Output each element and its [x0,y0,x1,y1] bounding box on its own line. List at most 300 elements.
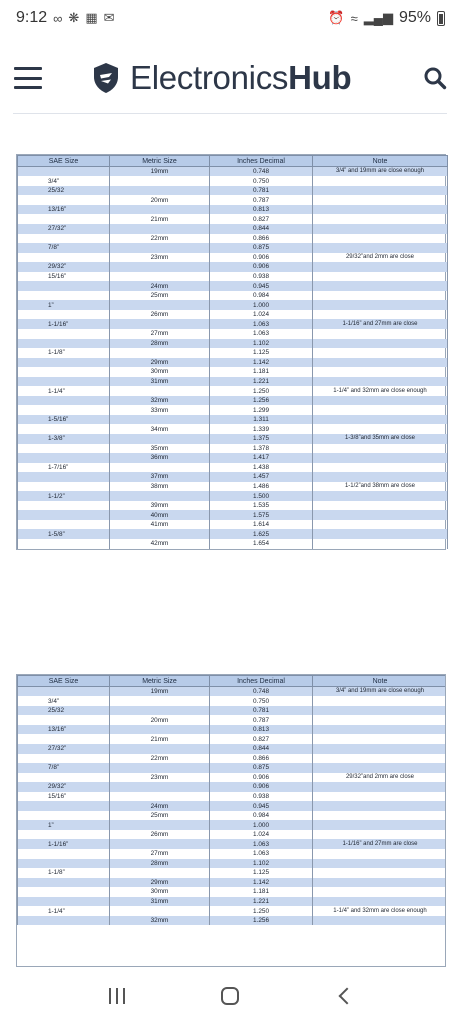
table-row [18,725,447,735]
sae-size-cell: 13/16” [18,205,110,215]
note-cell: 1-3/8”and 35mm are close [313,434,448,444]
logo-text-light: Electronics [130,59,289,96]
table-row [18,281,448,291]
sae-size-cell [18,734,110,744]
table-row [18,897,447,907]
sae-size-cell: 3/4” [18,696,110,706]
table-row [18,744,447,754]
note-cell [313,234,448,244]
note-cell [313,415,448,425]
note-cell [313,329,448,339]
metric-size-cell [110,744,210,754]
note-cell [313,763,447,773]
metric-size-cell [110,529,210,539]
metric-size-cell [110,706,210,716]
inches-decimal-cell: 0.813 [210,205,313,215]
metric-size-cell: 39mm [110,501,210,511]
table-row [18,859,447,869]
sae-size-cell: 29/32” [18,262,110,272]
note-cell [313,205,448,215]
metric-size-cell: 25mm [110,291,210,301]
table-row [18,472,448,482]
note-cell [313,725,447,735]
hamburger-menu-icon[interactable] [14,67,42,89]
inches-decimal-cell: 0.844 [210,224,313,234]
inches-decimal-cell: 1.102 [210,859,313,869]
note-cell [313,300,448,310]
metric-size-cell: 19mm [110,687,210,697]
table-row [18,501,448,511]
note-cell [313,272,448,282]
metric-size-cell [110,186,210,196]
sae-size-cell: 1-1/8” [18,348,110,358]
metric-size-cell: 22mm [110,754,210,764]
windows-icon: ▦ [85,10,98,25]
table-row [18,687,447,697]
table-row [18,754,447,764]
shield-logo-icon [92,62,120,94]
table-row [18,253,448,263]
wrench-size-chart-1 [16,154,446,550]
metric-size-cell: 24mm [110,281,210,291]
note-cell [313,405,448,415]
inches-decimal-cell: 1.417 [210,453,313,463]
column-header: Metric Size [110,156,210,167]
metric-size-cell [110,300,210,310]
sae-size-cell [18,849,110,859]
inches-decimal-cell: 0.875 [210,763,313,773]
table-row [18,906,447,916]
metric-size-cell: 41mm [110,520,210,530]
table-row [18,415,448,425]
metric-size-cell: 28mm [110,859,210,869]
note-cell [313,195,448,205]
note-cell [313,520,448,530]
note-cell [313,224,448,234]
metric-size-cell: 29mm [110,358,210,368]
inches-decimal-cell: 1.000 [210,300,313,310]
note-cell [313,801,447,811]
inches-decimal-cell: 0.748 [210,687,313,697]
sae-size-cell [18,405,110,415]
column-header: Metric Size [110,676,210,687]
sae-size-cell: 1-7/16” [18,463,110,473]
sae-size-cell [18,510,110,520]
table-row [18,396,448,406]
size-table [17,675,446,925]
inches-decimal-cell: 1.250 [210,906,313,916]
metric-size-cell [110,839,210,849]
inches-decimal-cell: 0.984 [210,811,313,821]
inches-decimal-cell: 1.181 [210,887,313,897]
site-header [0,50,461,106]
inches-decimal-cell: 1.142 [210,358,313,368]
sae-size-cell [18,214,110,224]
table-row [18,358,448,368]
column-header: Note [313,676,447,687]
metric-size-cell [110,696,210,706]
table-row [18,444,448,454]
sae-size-cell [18,539,110,549]
note-cell [313,396,448,406]
inches-decimal-cell: 1.063 [210,839,313,849]
sae-size-cell [18,501,110,511]
sae-size-cell: 29/32” [18,782,110,792]
note-cell [313,339,448,349]
metric-size-cell: 20mm [110,195,210,205]
table-row [18,520,448,530]
metric-size-cell: 21mm [110,734,210,744]
sae-size-cell [18,773,110,783]
sae-size-cell [18,253,110,263]
sae-size-cell [18,897,110,907]
note-cell [313,706,447,716]
table-row [18,830,447,840]
home-button[interactable] [210,981,250,1011]
table-row [18,849,447,859]
metric-size-cell: 21mm [110,214,210,224]
sae-size-cell: 27/32” [18,744,110,754]
sae-size-cell: 25/32 [18,186,110,196]
sae-size-cell: 1-5/8” [18,529,110,539]
table-row [18,839,447,849]
battery-icon [437,11,445,26]
inches-decimal-cell: 1.063 [210,329,313,339]
note-cell [313,830,447,840]
table-row [18,887,447,897]
inches-decimal-cell: 1.375 [210,434,313,444]
table-row [18,272,448,282]
inches-decimal-cell: 0.875 [210,243,313,253]
note-cell [313,424,448,434]
sae-size-cell: 3/4” [18,176,110,186]
inches-decimal-cell: 1.339 [210,424,313,434]
metric-size-cell: 25mm [110,811,210,821]
table-row [18,463,448,473]
table-row [18,453,448,463]
metric-size-cell: 27mm [110,329,210,339]
sae-size-cell [18,859,110,869]
inches-decimal-cell: 1.250 [210,386,313,396]
table-row [18,310,448,320]
column-header: Inches Decimal [210,676,313,687]
inches-decimal-cell: 0.938 [210,272,313,282]
sae-size-cell: 13/16” [18,725,110,735]
inches-decimal-cell: 1.256 [210,916,313,926]
metric-size-cell: 30mm [110,367,210,377]
metric-size-cell [110,906,210,916]
note-cell [313,529,448,539]
alarm-icon: ⏰ [328,10,345,25]
note-cell [313,744,447,754]
sae-size-cell: 15/16” [18,792,110,802]
metric-size-cell [110,224,210,234]
note-cell [313,734,447,744]
inches-decimal-cell: 1.000 [210,820,313,830]
note-cell: 3/4” and 19mm are close enough [313,167,448,177]
metric-size-cell: 26mm [110,310,210,320]
sae-size-cell: 1-3/8” [18,434,110,444]
sae-size-cell: 15/16” [18,272,110,282]
note-cell: 1-1/4” and 32mm are close enough [313,906,447,916]
note-cell [313,291,448,301]
note-cell [313,859,447,869]
sae-size-cell [18,291,110,301]
table-row [18,339,448,349]
inches-decimal-cell: 1.181 [210,367,313,377]
table-row [18,715,447,725]
inches-decimal-cell: 1.256 [210,396,313,406]
metric-size-cell: 19mm [110,167,210,177]
table-row [18,878,447,888]
sae-size-cell: 1-1/8” [18,868,110,878]
inches-decimal-cell: 1.614 [210,520,313,530]
inches-decimal-cell: 0.787 [210,715,313,725]
sae-size-cell [18,754,110,764]
sae-size-cell: 1-1/4” [18,906,110,916]
inches-decimal-cell: 1.125 [210,868,313,878]
sae-size-cell: 1-1/4” [18,386,110,396]
inches-decimal-cell: 1.221 [210,377,313,387]
metric-size-cell: 27mm [110,849,210,859]
sae-size-cell: 25/32 [18,706,110,716]
table-row [18,300,448,310]
note-cell: 29/32”and 2mm are close [313,253,448,263]
inches-decimal-cell: 1.125 [210,348,313,358]
metric-size-cell: 23mm [110,773,210,783]
table-row [18,205,448,215]
metric-size-cell [110,491,210,501]
note-cell [313,887,447,897]
metric-size-cell: 22mm [110,234,210,244]
site-logo[interactable] [92,59,351,97]
note-cell [313,281,448,291]
note-cell [313,715,447,725]
table-row [18,167,448,177]
note-cell [313,214,448,224]
sae-size-cell [18,358,110,368]
status-left [16,9,115,27]
note-cell [313,463,448,473]
note-cell [313,868,447,878]
note-cell [313,243,448,253]
sae-size-cell [18,482,110,492]
inches-decimal-cell: 0.866 [210,754,313,764]
sae-size-cell [18,472,110,482]
note-cell [313,754,447,764]
inches-decimal-cell: 1.535 [210,501,313,511]
recent-apps-icon [109,988,125,1004]
sae-size-cell [18,167,110,177]
metric-size-cell: 42mm [110,539,210,549]
logo-text-bold: Hub [288,59,352,96]
inches-decimal-cell: 0.750 [210,176,313,186]
inches-decimal-cell: 0.844 [210,744,313,754]
table-row [18,434,448,444]
table-row [18,377,448,387]
table-row [18,386,448,396]
table-row [18,529,448,539]
table-row [18,801,447,811]
column-header: Note [313,156,448,167]
table-row [18,696,447,706]
metric-size-cell [110,782,210,792]
table-row [18,792,447,802]
note-cell [313,501,448,511]
sae-size-cell [18,377,110,387]
inches-decimal-cell: 0.945 [210,801,313,811]
sae-size-cell [18,281,110,291]
note-cell [313,176,448,186]
table-row [18,868,447,878]
table-row [18,706,447,716]
sae-size-cell [18,310,110,320]
table-row [18,405,448,415]
table-row [18,319,448,329]
metric-size-cell: 40mm [110,510,210,520]
metric-size-cell: 31mm [110,897,210,907]
sae-size-cell [18,453,110,463]
logo-text [130,59,351,97]
inches-decimal-cell: 0.750 [210,696,313,706]
inches-decimal-cell: 1.500 [210,491,313,501]
metric-size-cell [110,348,210,358]
inches-decimal-cell: 0.906 [210,253,313,263]
status-right [328,9,445,27]
note-cell [313,897,447,907]
inches-decimal-cell: 1.024 [210,310,313,320]
note-cell [313,444,448,454]
metric-size-cell: 23mm [110,253,210,263]
note-cell [313,453,448,463]
note-cell [313,262,448,272]
note-cell: 1-1/4” and 32mm are close enough [313,386,448,396]
back-icon [339,988,356,1005]
note-cell [313,367,448,377]
note-cell: 1-1/2”and 38mm are close [313,482,448,492]
metric-size-cell [110,820,210,830]
metric-size-cell [110,243,210,253]
table-row [18,176,448,186]
inches-decimal-cell: 1.311 [210,415,313,425]
sae-size-cell [18,878,110,888]
note-cell [313,358,448,368]
recent-apps-button[interactable] [97,981,137,1011]
inches-decimal-cell: 0.787 [210,195,313,205]
inches-decimal-cell: 1.142 [210,878,313,888]
inches-decimal-cell: 0.781 [210,186,313,196]
metric-size-cell: 30mm [110,887,210,897]
sae-size-cell [18,830,110,840]
wrench-size-chart-2 [16,674,446,967]
note-cell [313,792,447,802]
metric-size-cell: 29mm [110,878,210,888]
metric-size-cell: 26mm [110,830,210,840]
inches-decimal-cell: 1.438 [210,463,313,473]
table-row [18,291,448,301]
clock: 9:12 [16,9,48,26]
sae-size-cell [18,916,110,926]
note-cell [313,782,447,792]
note-cell [313,491,448,501]
metric-size-cell: 24mm [110,801,210,811]
sae-size-cell: 7/8” [18,243,110,253]
table-row [18,243,448,253]
metric-size-cell: 33mm [110,405,210,415]
sae-size-cell [18,234,110,244]
voicemail-icon: ∞ [53,10,63,26]
metric-size-cell [110,272,210,282]
note-cell [313,310,448,320]
sae-size-cell: 1-1/2” [18,491,110,501]
inches-decimal-cell: 1.299 [210,405,313,415]
metric-size-cell: 34mm [110,424,210,434]
table-row [18,329,448,339]
note-cell [313,916,447,926]
metric-size-cell [110,386,210,396]
note-cell [313,348,448,358]
inches-decimal-cell: 0.827 [210,214,313,224]
table-row [18,773,447,783]
table-row [18,734,447,744]
signal-icon: ▂▄▆ [363,10,393,25]
table-row [18,195,448,205]
table-row [18,916,447,926]
back-button[interactable] [324,981,364,1011]
inches-decimal-cell: 1.063 [210,849,313,859]
note-cell [313,186,448,196]
inches-decimal-cell: 1.575 [210,510,313,520]
sae-size-cell [18,520,110,530]
inches-decimal-cell: 1.457 [210,472,313,482]
inches-decimal-cell: 0.906 [210,782,313,792]
inches-decimal-cell: 0.866 [210,234,313,244]
status-bar [0,0,461,36]
inches-decimal-cell: 1.654 [210,539,313,549]
metric-size-cell: 32mm [110,396,210,406]
size-table [17,155,448,549]
metric-size-cell: 38mm [110,482,210,492]
table-row [18,348,448,358]
metric-size-cell: 28mm [110,339,210,349]
note-cell [313,510,448,520]
home-icon [221,987,239,1005]
metric-size-cell: 32mm [110,916,210,926]
note-cell [313,377,448,387]
wifi-icon: ≈ [350,10,358,26]
metric-size-cell [110,434,210,444]
inches-decimal-cell: 1.024 [210,830,313,840]
inches-decimal-cell: 1.486 [210,482,313,492]
sae-size-cell [18,811,110,821]
sae-size-cell [18,715,110,725]
note-cell [313,820,447,830]
note-cell [313,849,447,859]
search-icon[interactable] [423,66,447,90]
metric-size-cell [110,763,210,773]
inches-decimal-cell: 1.378 [210,444,313,454]
sae-size-cell [18,367,110,377]
table-row [18,367,448,377]
table-row [18,186,448,196]
inches-decimal-cell: 0.938 [210,792,313,802]
app-notification-icon: ❋ [68,10,80,25]
sae-size-cell [18,396,110,406]
metric-size-cell: 36mm [110,453,210,463]
table-row [18,262,448,272]
table-row [18,539,448,549]
sae-size-cell: 1-1/16” [18,839,110,849]
